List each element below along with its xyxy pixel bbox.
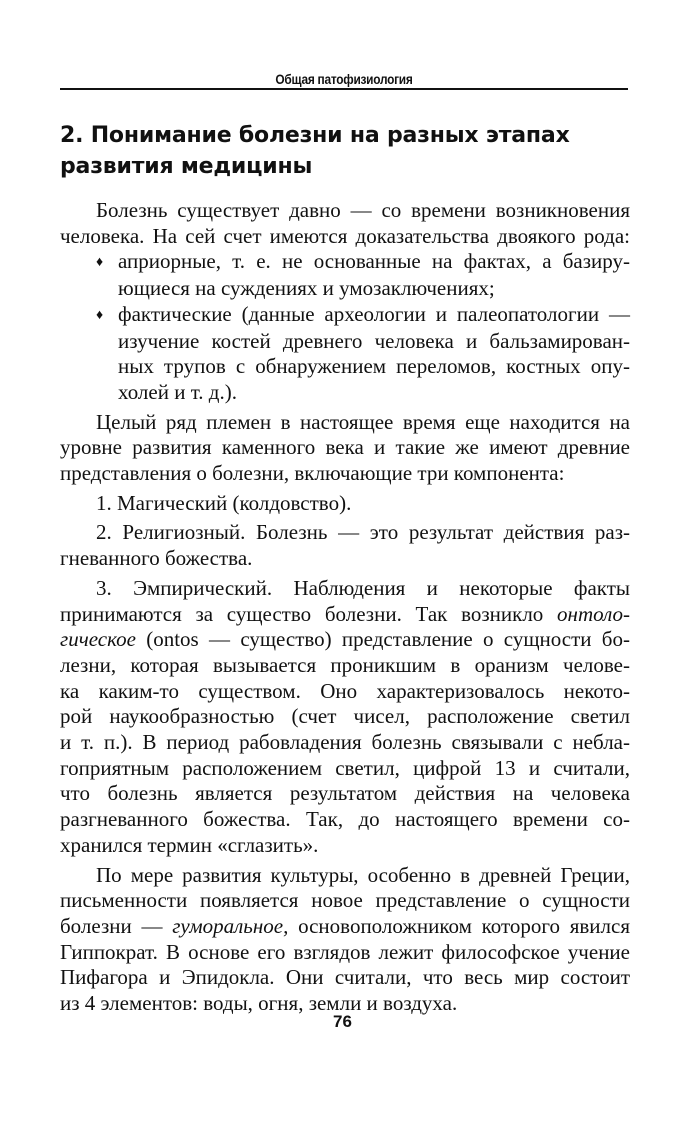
bullet-text: фактические (данные археологии и палеопатологии — [118, 301, 630, 326]
bullet-item-2 [60, 302, 630, 406]
text-line: человека. На сей счет имеются доказательства двоякого рода: [60, 223, 630, 248]
body-text [60, 198, 630, 1017]
text-line: ющиеся на суждениях и умозаключениях; [118, 276, 495, 301]
text-line: Болезнь существует давно — со времени возникновения [96, 198, 630, 222]
italic-term: гическое [60, 627, 136, 652]
italic-term: гуморальное, [172, 913, 289, 938]
text-line: разгневанного божества. Так, до настоящего времени со- [60, 807, 630, 832]
paragraph-4 [60, 863, 630, 1017]
text-line: Пифагора и Эпидокла. Они считали, что весь мир состоит [60, 965, 630, 990]
text-line: изучение костей древнего человека и бальзамирован- [118, 328, 630, 353]
text-line: По мере развития культуры, особенно в древней Греции, [96, 862, 630, 887]
bullet-item-1 [60, 249, 630, 301]
section-heading-line-2: развития медицины [60, 154, 313, 179]
text-line [60, 602, 630, 628]
list-item-2 [60, 520, 630, 571]
text-line: ка каким-то существом. Оно характеризовалось некото- [60, 678, 630, 703]
text-line: 3. Эмпирический. Наблюдения и некоторые факты [96, 575, 630, 600]
text-line [60, 627, 630, 653]
paragraph-2 [60, 410, 630, 487]
text-line: хранился термин «сглазить». [60, 832, 319, 857]
section-heading [60, 120, 630, 182]
bullet-text: априорные, т. е. не основанные на фактах, а базиру- [118, 249, 630, 274]
diamond-bullet-icon: ♦ [96, 255, 104, 271]
paragraph-1 [60, 198, 630, 249]
text-run: основоположником которого явился [288, 913, 630, 938]
text-line: представления о болезни, включающие три компонента: [60, 461, 565, 486]
running-header-title: Общая патофизиология [275, 71, 413, 87]
text-run: принимаются за существо болезни. Так возникло [60, 601, 558, 626]
running-header [60, 64, 628, 90]
text-line: что болезнь является результатом действия на человека [60, 781, 630, 806]
text-line: гоприятным расположением светил, цифрой 13 и считали, [60, 755, 630, 780]
text-line: письменности появляется новое представление о сущности [60, 888, 630, 913]
text-line: и т. п.). В период рабовладения болезнь связывали с небла- [60, 730, 630, 755]
text-line: гневанного божества. [60, 546, 253, 571]
text-line: холей и т. д.). [118, 379, 237, 404]
text-line: 2. Религиозный. Болезнь — это результат действия раз- [96, 520, 630, 545]
text-line: Гиппократ. В основе его взглядов лежит философское учение [60, 939, 630, 964]
section-heading-line-1: 2. Понимание болезни на разных этапах [60, 123, 570, 148]
italic-term: онтоло- [557, 601, 630, 626]
text-line [60, 914, 630, 940]
text-line [60, 249, 630, 276]
page-number: 76 [333, 1012, 352, 1031]
text-line: уровне развития каменного века и такие же имеют древние [60, 435, 630, 460]
text-line: рой наукообразностью (счет чисел, расположение светил [60, 704, 630, 729]
text-run: болезни — [60, 913, 173, 938]
diamond-bullet-icon: ♦ [96, 307, 104, 323]
text-line: из 4 элементов: воды, огня, земли и воздуха. [60, 991, 458, 1016]
text-line: ных трупов с обнаружением переломов, костных опу- [118, 354, 630, 379]
text-line: Целый ряд племен в настоящее время еще находится на [96, 409, 630, 434]
list-item-1 [60, 491, 630, 517]
text-run: (ontos — существо) представление о сущности бо- [135, 627, 630, 652]
text-line [60, 302, 630, 329]
text-line: лезни, которая вызывается проникшим в оранизм челове- [60, 652, 630, 677]
list-item-3 [60, 576, 630, 859]
text-line: 1. Магический (колдовство). [96, 490, 352, 515]
